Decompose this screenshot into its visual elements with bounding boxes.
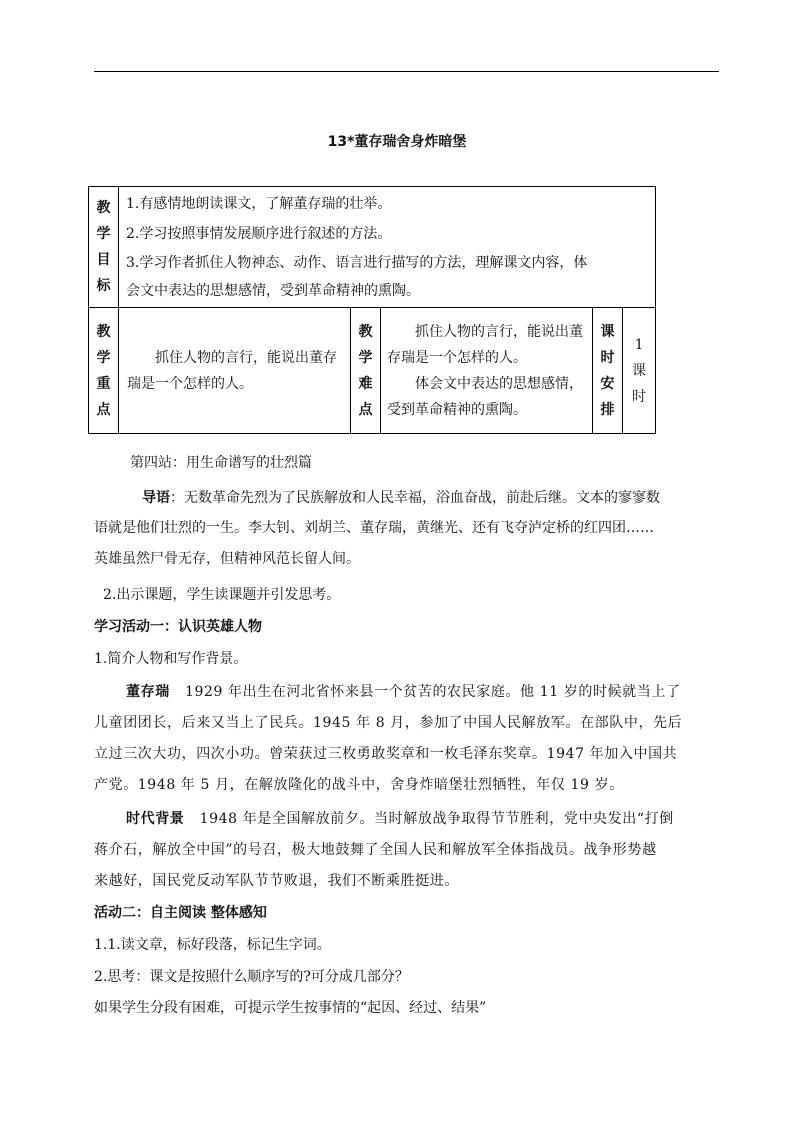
- diff-header-char: 点: [358, 401, 373, 418]
- difficulty-text: [381, 308, 593, 434]
- key-header-char: 重: [96, 375, 111, 392]
- schedule-header-char: 排: [600, 401, 615, 418]
- lesson-plan-table: [88, 186, 656, 434]
- goal-item: 1.有感情地朗读课文，了解董存瑞的壮举。: [126, 196, 392, 212]
- background-paragraph-line: [126, 808, 674, 828]
- bio-label: 董存瑞: [126, 684, 170, 700]
- schedule-header-char: 安: [600, 375, 615, 392]
- step-item: 1.简介人物和写作背景。: [94, 651, 248, 667]
- diff-header-char: 学: [358, 349, 373, 366]
- difficulty-item: 体会文中表达的思想感情，受到革命精神的熏陶。: [387, 375, 583, 418]
- goals-header-char: 标: [96, 278, 111, 294]
- goals-header: [89, 187, 119, 308]
- key-header-char: 点: [96, 401, 111, 418]
- goals-header-char: 学: [96, 226, 111, 242]
- intro-text: ：无数革命先烈为了民族解放和人民幸福，浴血奋战，前赴后继。文本的寥寥数: [170, 490, 660, 506]
- schedule-header: [593, 308, 623, 434]
- background-text: 1948 年是全国解放前夕。当时解放战争取得节节胜利，党中央发出“打倒: [199, 811, 674, 827]
- intro-paragraph-line: 英雄虽然尸骨无存，但精神风范长留人间。: [94, 551, 360, 567]
- key-points-text: 抓住人物的言行，能说出董存瑞是一个怎样的人。: [119, 308, 351, 434]
- goals-header-char: 目: [96, 252, 111, 268]
- step-item: 2.出示课题，学生读课题并引发思考。: [103, 587, 341, 603]
- bio-paragraph-line: 立过三次大功，四次小功。曾荣获过三枚勇敢奖章和一枚毛泽东奖章。1947 年加入中国共: [94, 746, 678, 762]
- schedule-value-char: 时: [632, 388, 647, 405]
- difficulty-header: [351, 308, 381, 434]
- hint-text: 如果学生分段有困难，可提示学生按事情的“起因、经过、结果”: [94, 1000, 487, 1016]
- activity-heading: 学习活动一：认识英雄人物: [94, 619, 262, 635]
- station-heading: 第四站：用生命谱写的壮烈篇: [130, 455, 312, 471]
- step-item: 2.思考：课文是按照什么顺序写的?可分成几部分？: [94, 969, 409, 985]
- schedule-value-char: 课: [632, 362, 647, 379]
- difficulty-item: 抓住人物的言行，能说出董存瑞是一个怎样的人。: [387, 323, 583, 366]
- intro-paragraph-line: [142, 487, 660, 507]
- bio-paragraph-line: [126, 681, 681, 701]
- goals-content: [119, 187, 656, 308]
- schedule-value-char: 1: [634, 336, 644, 353]
- schedule-header-char: 时: [600, 349, 615, 366]
- activity-heading: 活动二：自主阅读 整体感知: [94, 905, 267, 921]
- bio-text: 1929 年出生在河北省怀来县一个贫苦的农民家庭。他 11 岁的时候就当上了: [184, 684, 681, 700]
- goal-item: 2.学习按照事情发展顺序进行叙述的方法。: [126, 226, 392, 242]
- diff-header-char: 难: [358, 375, 373, 392]
- background-paragraph-line: 来越好，国民党反动军队节节败退，我们不断乘胜挺进。: [94, 873, 459, 889]
- key-points-header: [89, 308, 119, 434]
- step-item: 1.1.读文章，标好段落，标记生字词。: [94, 937, 331, 953]
- schedule-value: [623, 308, 656, 434]
- key-header-char: 学: [96, 349, 111, 366]
- background-paragraph-line: 蒋介石，解放全中国”的号召，极大地鼓舞了全国人民和解放军全体指战员。战争形势越: [94, 842, 657, 858]
- background-label: 时代背景: [126, 811, 185, 827]
- goals-header-char: 教: [96, 200, 111, 216]
- key-header-char: 教: [96, 323, 111, 340]
- header-rule: [94, 71, 719, 72]
- goal-item-continued: 会文中表达的思想感情，受到革命精神的熏陶。: [126, 283, 420, 299]
- page-title: 13*董存瑞舍身炸暗堡: [327, 134, 467, 150]
- intro-label: 导语: [142, 490, 170, 506]
- intro-paragraph-line: 语就是他们壮烈的一生。李大钊、刘胡兰、董存瑞，黄继光、还有飞夺泸定桥的红四团……: [94, 520, 654, 536]
- goal-item: 3.学习作者抓住人物神态、动作、语言进行描写的方法，理解课文内容，体: [126, 255, 588, 271]
- focus-row: [89, 308, 656, 434]
- schedule-header-char: 课: [600, 323, 615, 340]
- diff-header-char: 教: [358, 323, 373, 340]
- bio-paragraph-line: 儿童团团长，后来又当上了民兵。1945 年 8 月，参加了中国人民解放军。在部队中，先后: [94, 715, 683, 731]
- bio-paragraph-line: 产党。1948 年 5 月，在解放隆化的战斗中，舍身炸暗堡壮烈牺牲，年仅 19 岁。: [94, 777, 624, 793]
- goals-row: [89, 187, 656, 308]
